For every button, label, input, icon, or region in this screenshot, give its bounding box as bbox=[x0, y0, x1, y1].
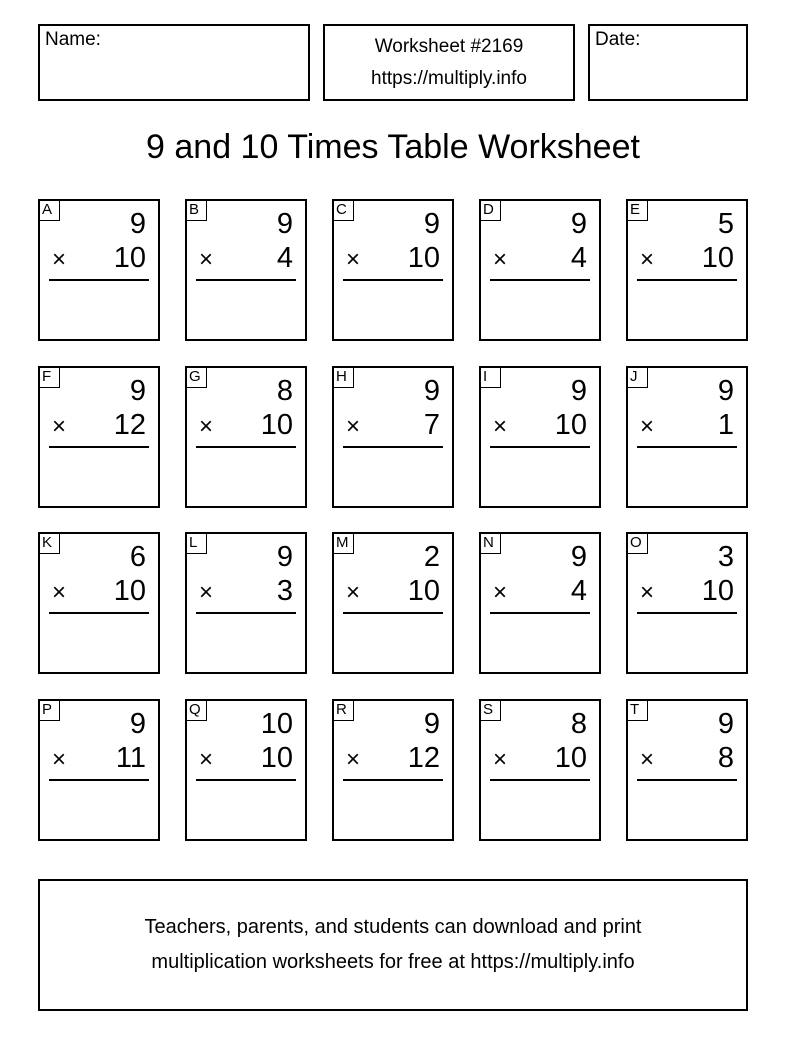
answer-line bbox=[637, 779, 737, 781]
answer-line bbox=[49, 779, 149, 781]
answer-line bbox=[343, 446, 443, 448]
multiplicand: 9 bbox=[129, 708, 146, 740]
problem-card-e bbox=[626, 199, 748, 341]
multiplicand: 9 bbox=[129, 208, 146, 240]
date-box bbox=[588, 24, 748, 101]
multiplicand: 9 bbox=[423, 208, 440, 240]
multiplicand: 9 bbox=[276, 208, 293, 240]
problem-letter: O bbox=[626, 532, 648, 554]
worksheet-number: Worksheet #2169 bbox=[374, 35, 524, 57]
multiplier: 10 bbox=[260, 409, 293, 441]
problem-card-r bbox=[332, 699, 454, 841]
problem-card-i bbox=[479, 366, 601, 508]
problem-letter: N bbox=[479, 532, 501, 554]
times-sign: × bbox=[640, 746, 655, 773]
times-sign: × bbox=[346, 246, 361, 273]
times-sign: × bbox=[493, 746, 508, 773]
times-sign: × bbox=[640, 246, 655, 273]
answer-line bbox=[49, 446, 149, 448]
multiplicand: 9 bbox=[570, 375, 587, 407]
problem-card-g bbox=[185, 366, 307, 508]
multiplier: 10 bbox=[407, 575, 440, 607]
problem-letter: A bbox=[38, 199, 60, 221]
answer-line bbox=[196, 279, 296, 281]
answer-line bbox=[637, 446, 737, 448]
problem-card-b bbox=[185, 199, 307, 341]
problem-card-j bbox=[626, 366, 748, 508]
problem-letter: G bbox=[185, 366, 207, 388]
multiplier: 12 bbox=[113, 409, 146, 441]
times-sign: × bbox=[199, 746, 214, 773]
multiplicand: 9 bbox=[129, 375, 146, 407]
problem-letter: B bbox=[185, 199, 207, 221]
multiplier: 3 bbox=[276, 575, 293, 607]
problem-card-c bbox=[332, 199, 454, 341]
times-sign: × bbox=[52, 579, 67, 606]
times-sign: × bbox=[346, 579, 361, 606]
worksheet-url: https://multiply.info bbox=[371, 67, 527, 89]
worksheet-info-box bbox=[323, 24, 575, 101]
problem-letter: R bbox=[332, 699, 354, 721]
times-sign: × bbox=[52, 413, 67, 440]
date-label: Date: bbox=[595, 29, 641, 50]
footer-line-1: Teachers, parents, and students can download and print bbox=[144, 916, 642, 938]
times-sign: × bbox=[199, 413, 214, 440]
multiplier: 10 bbox=[113, 242, 146, 274]
multiplier: 10 bbox=[701, 575, 734, 607]
multiplier: 11 bbox=[115, 742, 146, 774]
multiplicand: 9 bbox=[717, 375, 734, 407]
problem-card-m bbox=[332, 532, 454, 674]
multiplicand: 6 bbox=[129, 541, 146, 573]
problem-letter: M bbox=[332, 532, 354, 554]
problem-card-n bbox=[479, 532, 601, 674]
multiplicand: 5 bbox=[717, 208, 734, 240]
answer-line bbox=[196, 446, 296, 448]
answer-line bbox=[490, 279, 590, 281]
answer-line bbox=[343, 779, 443, 781]
multiplier: 10 bbox=[407, 242, 440, 274]
problem-card-h bbox=[332, 366, 454, 508]
problem-card-a bbox=[38, 199, 160, 341]
name-box bbox=[38, 24, 310, 101]
multiplicand: 9 bbox=[570, 541, 587, 573]
multiplier: 4 bbox=[570, 575, 587, 607]
problem-card-d bbox=[479, 199, 601, 341]
answer-line bbox=[196, 612, 296, 614]
footer-line-2: multiplication worksheets for free at https://multiply.info bbox=[151, 951, 635, 973]
times-sign: × bbox=[640, 579, 655, 606]
multiplier: 4 bbox=[570, 242, 587, 274]
multiplier: 7 bbox=[423, 409, 440, 441]
answer-line bbox=[343, 612, 443, 614]
answer-line bbox=[490, 446, 590, 448]
problem-letter: Q bbox=[185, 699, 207, 721]
multiplicand: 9 bbox=[276, 541, 293, 573]
answer-line bbox=[49, 612, 149, 614]
multiplicand: 9 bbox=[423, 375, 440, 407]
multiplier: 12 bbox=[407, 742, 440, 774]
multiplicand: 3 bbox=[717, 541, 734, 573]
problem-letter: D bbox=[479, 199, 501, 221]
answer-line bbox=[49, 279, 149, 281]
times-sign: × bbox=[52, 246, 67, 273]
multiplier: 10 bbox=[260, 742, 293, 774]
page-title: 9 and 10 Times Table Worksheet bbox=[146, 128, 640, 166]
multiplicand: 9 bbox=[423, 708, 440, 740]
multiplicand: 8 bbox=[276, 375, 293, 407]
times-sign: × bbox=[640, 413, 655, 440]
multiplicand: 9 bbox=[717, 708, 734, 740]
name-label: Name: bbox=[45, 29, 101, 50]
problem-card-q bbox=[185, 699, 307, 841]
times-sign: × bbox=[493, 579, 508, 606]
problem-letter: P bbox=[38, 699, 60, 721]
problem-letter: K bbox=[38, 532, 60, 554]
multiplier: 10 bbox=[554, 742, 587, 774]
multiplier: 1 bbox=[717, 409, 734, 441]
times-sign: × bbox=[199, 579, 214, 606]
problem-card-p bbox=[38, 699, 160, 841]
problem-letter: C bbox=[332, 199, 354, 221]
multiplicand: 8 bbox=[570, 708, 587, 740]
times-sign: × bbox=[493, 246, 508, 273]
footer-box bbox=[38, 879, 748, 1011]
multiplier: 8 bbox=[717, 742, 734, 774]
problem-card-s bbox=[479, 699, 601, 841]
times-sign: × bbox=[52, 746, 67, 773]
problem-letter: J bbox=[626, 366, 648, 388]
problem-card-k bbox=[38, 532, 160, 674]
problem-card-o bbox=[626, 532, 748, 674]
problem-card-l bbox=[185, 532, 307, 674]
answer-line bbox=[637, 612, 737, 614]
times-sign: × bbox=[493, 413, 508, 440]
multiplicand: 10 bbox=[260, 708, 293, 740]
problem-card-t bbox=[626, 699, 748, 841]
problem-letter: S bbox=[479, 699, 501, 721]
multiplier: 4 bbox=[276, 242, 293, 274]
multiplier: 10 bbox=[113, 575, 146, 607]
problem-letter: I bbox=[479, 366, 501, 388]
multiplier: 10 bbox=[701, 242, 734, 274]
times-sign: × bbox=[199, 246, 214, 273]
answer-line bbox=[490, 779, 590, 781]
times-sign: × bbox=[346, 413, 361, 440]
answer-line bbox=[490, 612, 590, 614]
problem-letter: E bbox=[626, 199, 648, 221]
answer-line bbox=[343, 279, 443, 281]
problem-card-f bbox=[38, 366, 160, 508]
times-sign: × bbox=[346, 746, 361, 773]
answer-line bbox=[637, 279, 737, 281]
problem-letter: H bbox=[332, 366, 354, 388]
answer-line bbox=[196, 779, 296, 781]
problem-letter: F bbox=[38, 366, 60, 388]
multiplicand: 2 bbox=[423, 541, 440, 573]
multiplier: 10 bbox=[554, 409, 587, 441]
problem-letter: T bbox=[626, 699, 648, 721]
problem-letter: L bbox=[185, 532, 207, 554]
multiplicand: 9 bbox=[570, 208, 587, 240]
